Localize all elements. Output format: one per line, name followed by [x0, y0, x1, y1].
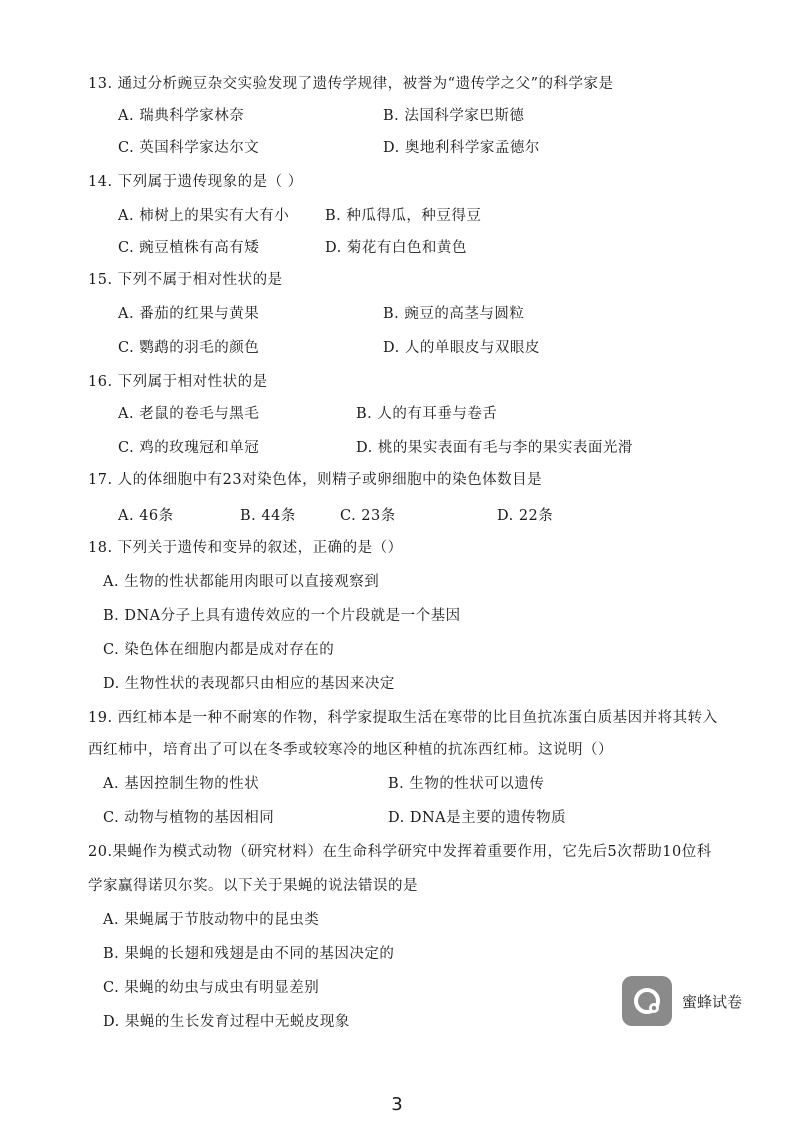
question-19-option-d: D. DNA是主要的遗传物质	[388, 810, 567, 826]
question-15-option-c: C. 鹦鹉的羽毛的颜色	[118, 340, 260, 356]
question-15-option-d: D. 人的单眼皮与双眼皮	[383, 340, 540, 356]
question-19-option-a: A. 基因控制生物的性状	[103, 776, 260, 792]
question-13-stem: 13. 通过分析豌豆杂交实验发现了遗传学规律，被誉为“遗传学之父”的科学家是	[88, 76, 614, 92]
question-20-option-c: C. 果蝇的幼虫与成虫有明显差别	[103, 980, 320, 996]
question-16-option-a: A. 老鼠的卷毛与黑毛	[118, 406, 260, 422]
question-19-option-c: C. 动物与植物的基因相同	[103, 810, 275, 826]
watermark-text: 蜜蜂试卷	[682, 992, 743, 1011]
question-14-option-d: D. 菊花有白色和黄色	[325, 240, 467, 256]
question-16-option-b: B. 人的有耳垂与卷舌	[356, 406, 498, 422]
question-13-option-c: C. 英国科学家达尔文	[118, 140, 260, 156]
question-17-option-c: C. 23条	[340, 508, 396, 524]
question-13-option-a: A. 瑞典科学家林奈	[118, 108, 245, 124]
question-17-option-b: B. 44条	[240, 508, 296, 524]
question-19-stem-line-1: 19. 西红柿本是一种不耐寒的作物，科学家提取生活在寒带的比目鱼抗冻蛋白质基因并将其转入	[88, 710, 718, 726]
question-19-stem-line-2: 西红柿中，培育出了可以在冬季或较寒冷的地区种植的抗冻西红柿。这说明（）	[88, 742, 613, 758]
question-13-option-d: D. 奥地利科学家孟德尔	[383, 140, 540, 156]
question-16-option-d: D. 桃的果实表面有毛与李的果实表面光滑	[356, 440, 633, 456]
question-14-option-a: A. 柿树上的果实有大有小	[118, 208, 290, 224]
question-17-stem: 17. 人的体细胞中有23对染色体，则精子或卵细胞中的染色体数目是	[88, 472, 543, 488]
question-14-stem: 14. 下列属于遗传现象的是（ ）	[88, 174, 303, 190]
question-13-option-b: B. 法国科学家巴斯德	[383, 108, 525, 124]
question-14-option-c: C. 豌豆植株有高有矮	[118, 240, 260, 256]
question-18-option-a: A. 生物的性状都能用肉眼可以直接观察到	[103, 574, 380, 590]
question-15-option-b: B. 豌豆的高茎与圆粒	[383, 306, 525, 322]
question-19-option-b: B. 生物的性状可以遗传	[388, 776, 545, 792]
watermark	[622, 976, 742, 1026]
question-20-stem-line-2: 学家赢得诺贝尔奖。以下关于果蝇的说法错误的是	[88, 878, 418, 894]
question-15-option-a: A. 番茄的红果与黄果	[118, 306, 260, 322]
page-number: 3	[391, 1094, 403, 1115]
bee-logo-icon	[622, 976, 672, 1026]
question-20-option-b: B. 果蝇的长翅和残翅是由不同的基因决定的	[103, 946, 395, 962]
question-20-stem-line-1: 20.果蝇作为模式动物（研究材料）在生命科学研究中发挥着重要作用，它先后5次帮助10位科	[88, 844, 712, 860]
question-15-stem: 15. 下列不属于相对性状的是	[88, 272, 283, 288]
question-20-option-a: A. 果蝇属于节肢动物中的昆虫类	[103, 912, 320, 928]
question-14-option-b: B. 种瓜得瓜，种豆得豆	[325, 208, 482, 224]
question-18-option-b: B. DNA分子上具有遗传效应的一个片段就是一个基因	[103, 608, 461, 624]
question-16-option-c: C. 鸡的玫瑰冠和单冠	[118, 440, 260, 456]
question-18-stem: 18. 下列关于遗传和变异的叙述，正确的是（）	[88, 540, 403, 556]
question-18-option-c: C. 染色体在细胞内都是成对存在的	[103, 642, 335, 658]
question-17-option-d: D. 22条	[497, 508, 554, 524]
question-20-option-d: D. 果蝇的生长发育过程中无蜕皮现象	[103, 1014, 350, 1030]
question-16-stem: 16. 下列属于相对性状的是	[88, 374, 268, 390]
question-17-option-a: A. 46条	[118, 508, 174, 524]
question-18-option-d: D. 生物性状的表现都只由相应的基因来决定	[103, 676, 395, 692]
